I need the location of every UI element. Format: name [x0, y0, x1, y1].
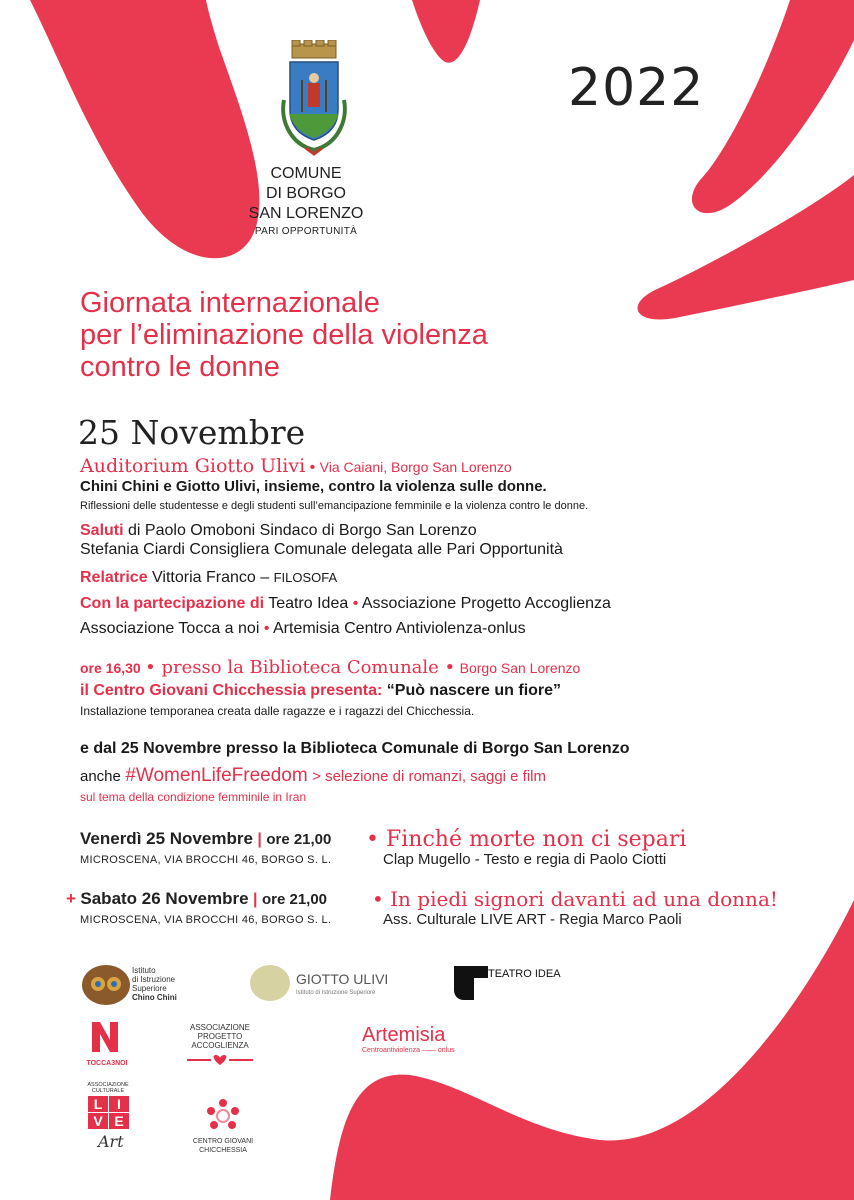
saluti-line-2: Stefania Ciardi Consigliera Comunale delegata alle Pari Opportunità	[80, 541, 563, 558]
relatrice-line	[80, 569, 337, 587]
work-title: “Può nascere un fiore”	[386, 682, 562, 699]
relatrice-label: Relatrice	[80, 569, 148, 586]
progetto-line: ACCOGLIENZA	[191, 1041, 249, 1050]
saluti-label: Saluti	[80, 522, 124, 539]
liveart-grid	[88, 1096, 136, 1129]
teatro-label: TEATRO IDEA	[488, 968, 561, 980]
relatrice-name: Vittoria Franco	[152, 569, 256, 586]
page-title	[80, 287, 488, 383]
artemisia-label: Artemisia	[362, 1024, 446, 1046]
partecipante: Associazione Progetto Accoglienza	[361, 595, 611, 612]
people-circle-icon	[205, 1097, 241, 1133]
title-line: contro le donne	[80, 351, 280, 383]
partecipante: Associazione Tocca a noi	[80, 620, 260, 637]
toccanoi-label: TOCCA3NOI	[86, 1060, 128, 1067]
show-day: Sabato 26 Novembre	[80, 889, 249, 908]
liveart-letter: L	[88, 1096, 108, 1112]
time: ore 16,30	[80, 660, 141, 676]
show-1-title-line	[366, 827, 686, 852]
place: • presso la Biblioteca Comunale •	[145, 657, 456, 678]
artemisia-sub-text: Centroantiviolenza	[362, 1047, 420, 1054]
chicchessia-line: CENTRO GIOVANI	[192, 1138, 254, 1145]
teatro-idea-icon	[454, 966, 488, 1000]
giotto-emblem-icon	[250, 965, 290, 1001]
hashtag-line	[80, 765, 546, 787]
logo-giotto-ulivi	[250, 965, 390, 1005]
comune-line: COMUNE	[270, 165, 342, 182]
show-2-when	[66, 889, 327, 909]
separator: |	[253, 891, 258, 908]
event-date: 25 Novembre	[78, 413, 306, 452]
show-credits: Ass. Culturale LIVE ART - Regia Marco Paoli	[383, 911, 682, 928]
logo-toccanoi	[74, 1020, 140, 1072]
chini-emblem-icon	[80, 962, 132, 1008]
show-title: Finché morte non ci separi	[385, 827, 687, 852]
presenter: il Centro Giovani Chicchessia presenta:	[80, 682, 383, 699]
comune-line: SAN LORENZO	[248, 205, 364, 222]
venue-line	[80, 455, 512, 477]
giotto-sub: Istituto di Istruzione Superiore	[296, 990, 376, 996]
liveart-letter: E	[109, 1113, 129, 1129]
toccanoi-icon	[90, 1020, 120, 1054]
selection: selezione di romanzi, saggi e film	[325, 768, 547, 785]
hashtag: #WomenLifeFreedom	[125, 765, 308, 786]
biblioteca-line	[80, 657, 580, 678]
bullet: •	[372, 887, 391, 911]
partecipazione-line	[80, 595, 611, 613]
liveart-art: Art	[98, 1132, 124, 1151]
relatrice-role: FILOSOFA	[273, 570, 338, 585]
chini-line: Istituto	[132, 966, 156, 975]
show-location: MICROSCENA, VIA BROCCHI 46, BORGO S. L.	[80, 854, 332, 866]
red-shape-top-notch	[412, 0, 480, 63]
red-shape-right-drop	[638, 175, 854, 319]
red-shape-right-arm	[692, 0, 854, 213]
chini-line: Chino Chini	[132, 993, 177, 1002]
chini-label	[132, 966, 177, 1002]
separator: |	[257, 831, 262, 848]
show-1-when	[80, 829, 331, 849]
place-text: presso la Biblioteca Comunale	[161, 657, 439, 678]
show-time: ore 21,00	[266, 831, 332, 848]
saluti-line	[80, 522, 477, 540]
liveart-top: ASSOCIAZIONE CULTURALE	[87, 1082, 129, 1094]
comune-line: DI BORGO	[265, 185, 346, 202]
event-description: Riflessioni delle studentesse e degli studenti sull’emancipazione femminile e la violenza contro le donne.	[80, 500, 589, 512]
show-credits: Clap Mugello - Testo e regia di Paolo Ciotti	[383, 851, 667, 868]
anche: anche	[80, 768, 121, 785]
coat-of-arms-icon	[276, 40, 352, 158]
chini-line: di Istruzione	[132, 975, 176, 984]
biblioteca-headline: e dal 25 Novembre presso la Biblioteca Comunale di Borgo San Lorenzo	[80, 740, 630, 757]
saluti-text: di Paolo Omoboni Sindaco di Borgo San Lorenzo	[128, 522, 477, 539]
progetto-label	[180, 1023, 260, 1050]
giotto-label: GIOTTO ULIVI	[296, 971, 389, 987]
show-title: In piedi signori davanti ad una donna!	[390, 887, 778, 911]
progetto-line: ASSOCIAZIONE	[189, 1023, 250, 1032]
chicchessia-line: CHICCHESSIA	[199, 1147, 247, 1154]
show-time: ore 21,00	[261, 891, 328, 908]
year: 2022	[568, 58, 705, 118]
red-shape-left	[30, 0, 259, 258]
bullet: •	[366, 827, 386, 852]
comune-name	[236, 164, 376, 224]
chicchessia-label	[190, 1137, 256, 1155]
venue-address: Via Caiani, Borgo San Lorenzo	[319, 459, 512, 475]
logo-teatro-idea	[454, 966, 564, 1000]
logo-chicchessia	[190, 1097, 256, 1157]
partecipazione-line-2	[80, 620, 526, 638]
tema-line: sul tema della condizione femminile in Iran	[80, 790, 307, 804]
plus: +	[66, 889, 76, 908]
venue: Auditorium Giotto Ulivi	[80, 455, 306, 477]
partecipante: Artemisia Centro Antiviolenza-onlus	[273, 620, 526, 637]
liveart-letter: V	[88, 1113, 108, 1129]
arrow: >	[312, 768, 326, 785]
artemisia-sub: Centroantiviolenza —— onlus	[362, 1047, 455, 1054]
chini-line: Superiore	[132, 984, 167, 993]
title-line: Giornata internazionale	[80, 287, 380, 319]
liveart-letter: I	[109, 1096, 129, 1112]
partecipante: Teatro Idea	[268, 595, 349, 612]
logo-progetto-accoglienza	[180, 1023, 260, 1069]
partecipazione-label: Con la partecipazione di	[80, 595, 265, 612]
installation-desc: Installazione temporanea creata dalle ragazze e i ragazzi del Chicchessia.	[80, 704, 475, 718]
logo-artemisia	[362, 1024, 482, 1064]
presenter-line	[80, 682, 561, 700]
logo-live-art	[80, 1082, 136, 1152]
dash: –	[260, 569, 274, 586]
heart-hands-icon	[185, 1053, 255, 1067]
show-day: Venerdì 25 Novembre	[80, 829, 253, 848]
progetto-line: PROGETTO	[197, 1032, 243, 1041]
event-headline: Chini Chini e Giotto Ulivi, insieme, contro la violenza sulle donne.	[80, 478, 547, 495]
bullet: •	[352, 595, 362, 612]
town: Borgo San Lorenzo	[459, 660, 581, 676]
pari-opportunita: PARI OPPORTUNITÀ	[254, 226, 358, 237]
title-line: per l’eliminazione della violenza	[80, 319, 488, 351]
logo-chini	[80, 962, 190, 1008]
bullet: •	[263, 620, 273, 637]
artemisia-onlus: onlus	[437, 1047, 455, 1054]
bullet: •	[309, 459, 320, 476]
show-2-title-line	[372, 887, 778, 911]
show-location: MICROSCENA, VIA BROCCHI 46, BORGO S. L.	[80, 914, 332, 926]
